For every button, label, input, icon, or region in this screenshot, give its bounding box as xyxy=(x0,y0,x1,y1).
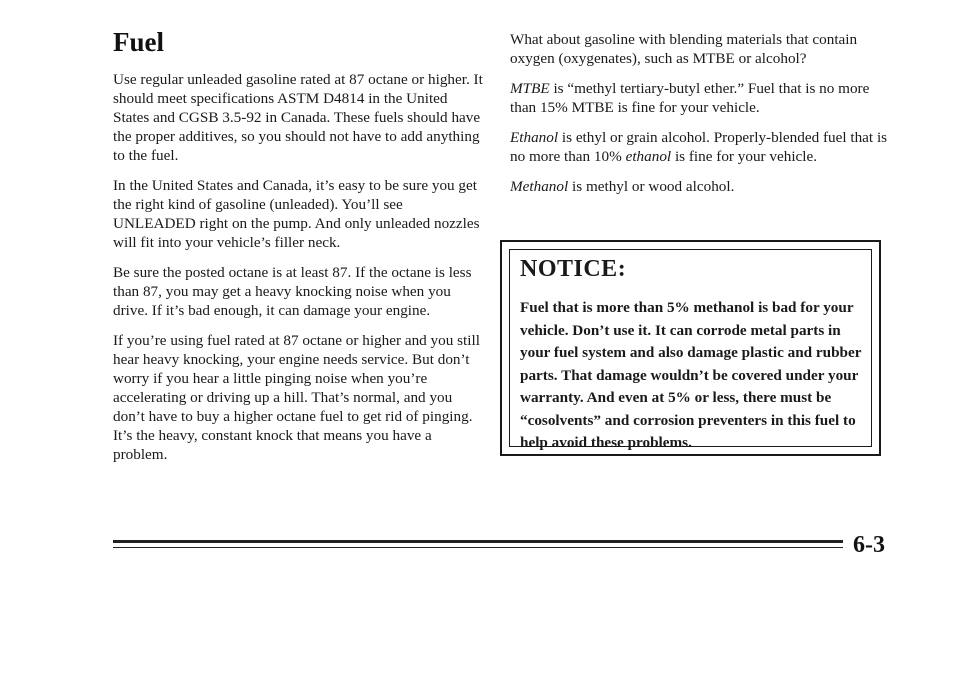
right-column xyxy=(510,30,890,207)
section-title: Fuel xyxy=(113,27,164,57)
notice-text: Fuel that is more than 5% methanol is bad for your vehicle. Don’t use it. It can corrode metal parts in your fuel system and also damage plastic and rubber parts. That damage wouldn’t be covered under your warranty. And even at 5% or less, there must be “cosolvents” and corrosion preventers in this fuel to help avoid these problems. xyxy=(520,299,862,451)
term-ethanol: Ethanol xyxy=(510,129,559,146)
footer-rule-thin xyxy=(113,547,843,548)
paragraph-pinging: If you’re using fuel rated at 87 octane or higher and you still hear heavy knocking, your engine needs service. But don’t worry if you hear a little pinging noise when you’re accelerating or driving up a hill. That’s normal, and you don’t have to buy a higher octane fuel to get rid of pinging. It’s the heavy, constant knock that means you have a problem. xyxy=(113,331,480,463)
notice-title: NOTICE: xyxy=(520,256,627,282)
paragraph-methanol xyxy=(510,177,890,196)
term-methanol: Methanol xyxy=(510,178,569,195)
footer-rule-thick xyxy=(113,540,843,543)
paragraph-ethanol xyxy=(510,128,890,166)
notice-box xyxy=(500,240,881,456)
paragraph-oxygenates: What about gasoline with blending materials that contain oxygen (oxygenates), such as MTBE or alcohol? xyxy=(510,31,858,67)
paragraph-knocking: Be sure the posted octane is at least 87. If the octane is less than 87, you may get a heavy knocking noise when you drive. If it’s bad enough, it can damage your engine. xyxy=(113,263,472,319)
page-number: 6-3 xyxy=(853,532,885,558)
mtbe-definition: is “methyl tertiary-butyl ether.” Fuel that is no more than 15% MTBE is fine for your vehicle. xyxy=(510,80,870,116)
left-column xyxy=(113,28,485,475)
paragraph-octane: Use regular unleaded gasoline rated at 87 octane or higher. It should meet specifications ASTM D4814 in the United States and CGSB 3.5-92 in Canada. These fuels should have the proper additives, so you should not have to add anything to the fuel. xyxy=(113,70,483,164)
paragraph-unleaded: In the United States and Canada, it’s easy to be sure you get the right kind of gasoline (unleaded). You’ll see UNLEADED right on the pump. And only unleaded nozzles will fit into your vehicle’s filler neck. xyxy=(113,176,480,251)
ethanol-definition-b: is fine for your vehicle. xyxy=(671,148,818,165)
ethanol-definition-a: is ethyl or grain alcohol. Properly-blended fuel that is no more than 10% xyxy=(510,129,888,165)
term-mtbe: MTBE xyxy=(510,80,550,97)
term-ethanol-inline: ethanol xyxy=(625,148,672,165)
paragraph-mtbe xyxy=(510,79,890,117)
methanol-definition: is methyl or wood alcohol. xyxy=(568,178,735,195)
